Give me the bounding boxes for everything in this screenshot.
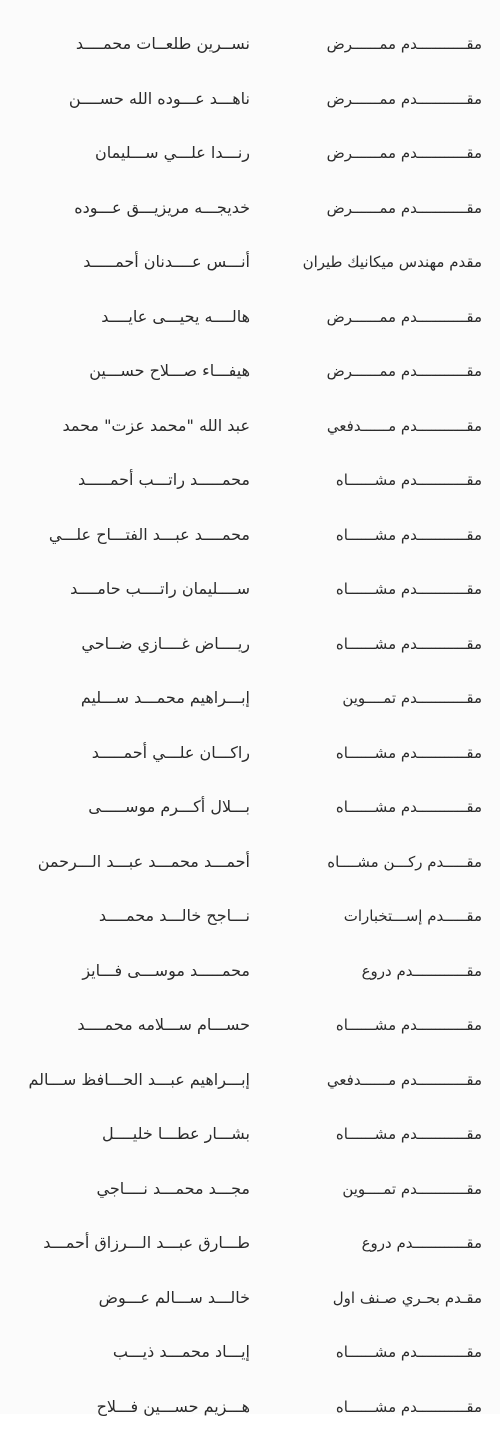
officer-name: أنـــس عــــدنان أحمـــــد (18, 243, 250, 281)
officer-rank: مقـــــــــــدم مشــــــاه (256, 788, 482, 826)
officer-rank: مقـــــــــــدم مشــــــاه (256, 516, 482, 554)
officer-rank: مقـــــــــــدم مشــــــاه (256, 1333, 482, 1371)
officer-rank: مقـــــــــــدم مــــــدفعي (256, 1061, 482, 1099)
officer-rank: مقـــــــــــدم ممــــــرض (256, 189, 482, 227)
list-item (0, 461, 500, 516)
list-item (0, 1061, 500, 1116)
officer-rank: مقـــــــــــدم تمــــوين (256, 679, 482, 717)
officer-rank: مقــــــــــــدم دروع (256, 952, 482, 990)
officer-name: عبد الله "محمد عزت" محمد (18, 407, 250, 445)
officer-name: هيفـــاء صـــلاح حســـين (18, 352, 250, 390)
list-item (0, 1006, 500, 1061)
list-item (0, 1388, 500, 1442)
list-item (0, 298, 500, 353)
list-item (0, 897, 500, 952)
officer-name: مجـــد محمـــد نــــاجي (18, 1170, 250, 1208)
officer-rank: مقـــــــــــدم مشــــــاه (256, 625, 482, 663)
officer-rank: مقـــــــــــدم مشــــــاه (256, 1115, 482, 1153)
list-item (0, 788, 500, 843)
list-item (0, 1224, 500, 1279)
officer-name: إيـــاد محمـــد ذيـــب (18, 1333, 250, 1371)
officer-name: محمـــــد موســـى فـــايز (18, 952, 250, 990)
list-item (0, 1279, 500, 1334)
officer-name: حســـام ســـلامه محمــــد (18, 1006, 250, 1044)
officer-rank: مقـــــــــــدم مشــــــاه (256, 570, 482, 608)
officer-rank: مقـــــــــــدم ممــــــرض (256, 298, 482, 336)
officer-name: نســرين طلعــات محمــــد (18, 25, 250, 63)
list-item (0, 1115, 500, 1170)
officer-name: رنـــدا علـــي ســـليمان (18, 134, 250, 172)
list-item (0, 734, 500, 789)
officer-name: محمـــــد راتـــب أحمـــــد (18, 461, 250, 499)
officer-name: هـــزيم حســـين فـــلاح (18, 1388, 250, 1426)
list-item (0, 80, 500, 135)
officer-name: ريــــاض غــــازي ضــاحي (18, 625, 250, 663)
officer-name: إبـــراهيم محمـــد ســـليم (18, 679, 250, 717)
officer-rank: مقـــــــــــدم تمــــوين (256, 1170, 482, 1208)
officer-name: هالــــه يحيـــى عايــــد (18, 298, 250, 336)
officer-rank: مقــــــــــــدم دروع (256, 1224, 482, 1262)
officer-rank: مقـــــــــــدم مشــــــاه (256, 734, 482, 772)
officer-rank: مقـــــــــــدم مــــــدفعي (256, 407, 482, 445)
officer-rank: مقـــــــــــدم ممــــــرض (256, 25, 482, 63)
officer-name: راكـــان علـــي أحمـــــد (18, 734, 250, 772)
officer-rank: مقـــــــــــدم مشــــــاه (256, 1388, 482, 1426)
list-item (0, 134, 500, 189)
officer-rank: مقـــــــــــدم ممــــــرض (256, 352, 482, 390)
officer-name: خالـــد ســـالم عـــوض (18, 1279, 250, 1317)
officer-rank: مقـــــــــــدم مشــــــاه (256, 1006, 482, 1044)
officer-name: نـــاجح خالـــد محمــــد (18, 897, 250, 935)
officer-rank: مقدم مهندس ميكانيك طيران (256, 243, 482, 281)
officer-rank: مقـــــــــــدم مشــــــاه (256, 461, 482, 499)
officer-name: إبـــراهيم عبـــد الحـــافظ ســـالم (18, 1061, 250, 1099)
list-item (0, 516, 500, 571)
list-item (0, 625, 500, 680)
list-item (0, 679, 500, 734)
list-item (0, 1333, 500, 1388)
officer-name: ناهـــد عـــوده الله حســــن (18, 80, 250, 118)
officer-name: محمــــد عبـــد الفتـــاح علـــي (18, 516, 250, 554)
list-item (0, 407, 500, 462)
list-item (0, 843, 500, 898)
officer-list (0, 25, 500, 1442)
list-item (0, 570, 500, 625)
list-item (0, 352, 500, 407)
officer-rank: مقـدم بحـري صـنف اول (256, 1279, 482, 1317)
list-item (0, 1170, 500, 1225)
officer-name: طـــارق عبـــد الـــرزاق أحمـــد (18, 1224, 250, 1262)
officer-name: خديجـــه مريزيـــق عـــوده (18, 189, 250, 227)
list-item (0, 243, 500, 298)
officer-rank: مقـــــــــــدم ممــــــرض (256, 134, 482, 172)
officer-rank: مقـــــــــــدم ممــــــرض (256, 80, 482, 118)
officer-name: بـــلال أكـــرم موســـــى (18, 788, 250, 826)
officer-name: بشـــار عطـــا خليــــل (18, 1115, 250, 1153)
officer-name: ســــليمان راتــــب حامــــد (18, 570, 250, 608)
list-item (0, 952, 500, 1007)
officer-rank: مقـــــدم إســـتخبارات (256, 897, 482, 935)
officer-rank: مقـــــدم ركـــن مشــــاه (256, 843, 482, 881)
list-item (0, 25, 500, 80)
officer-name: أحمـــد محمـــد عبـــد الـــرحمن (18, 843, 250, 881)
list-item (0, 189, 500, 244)
